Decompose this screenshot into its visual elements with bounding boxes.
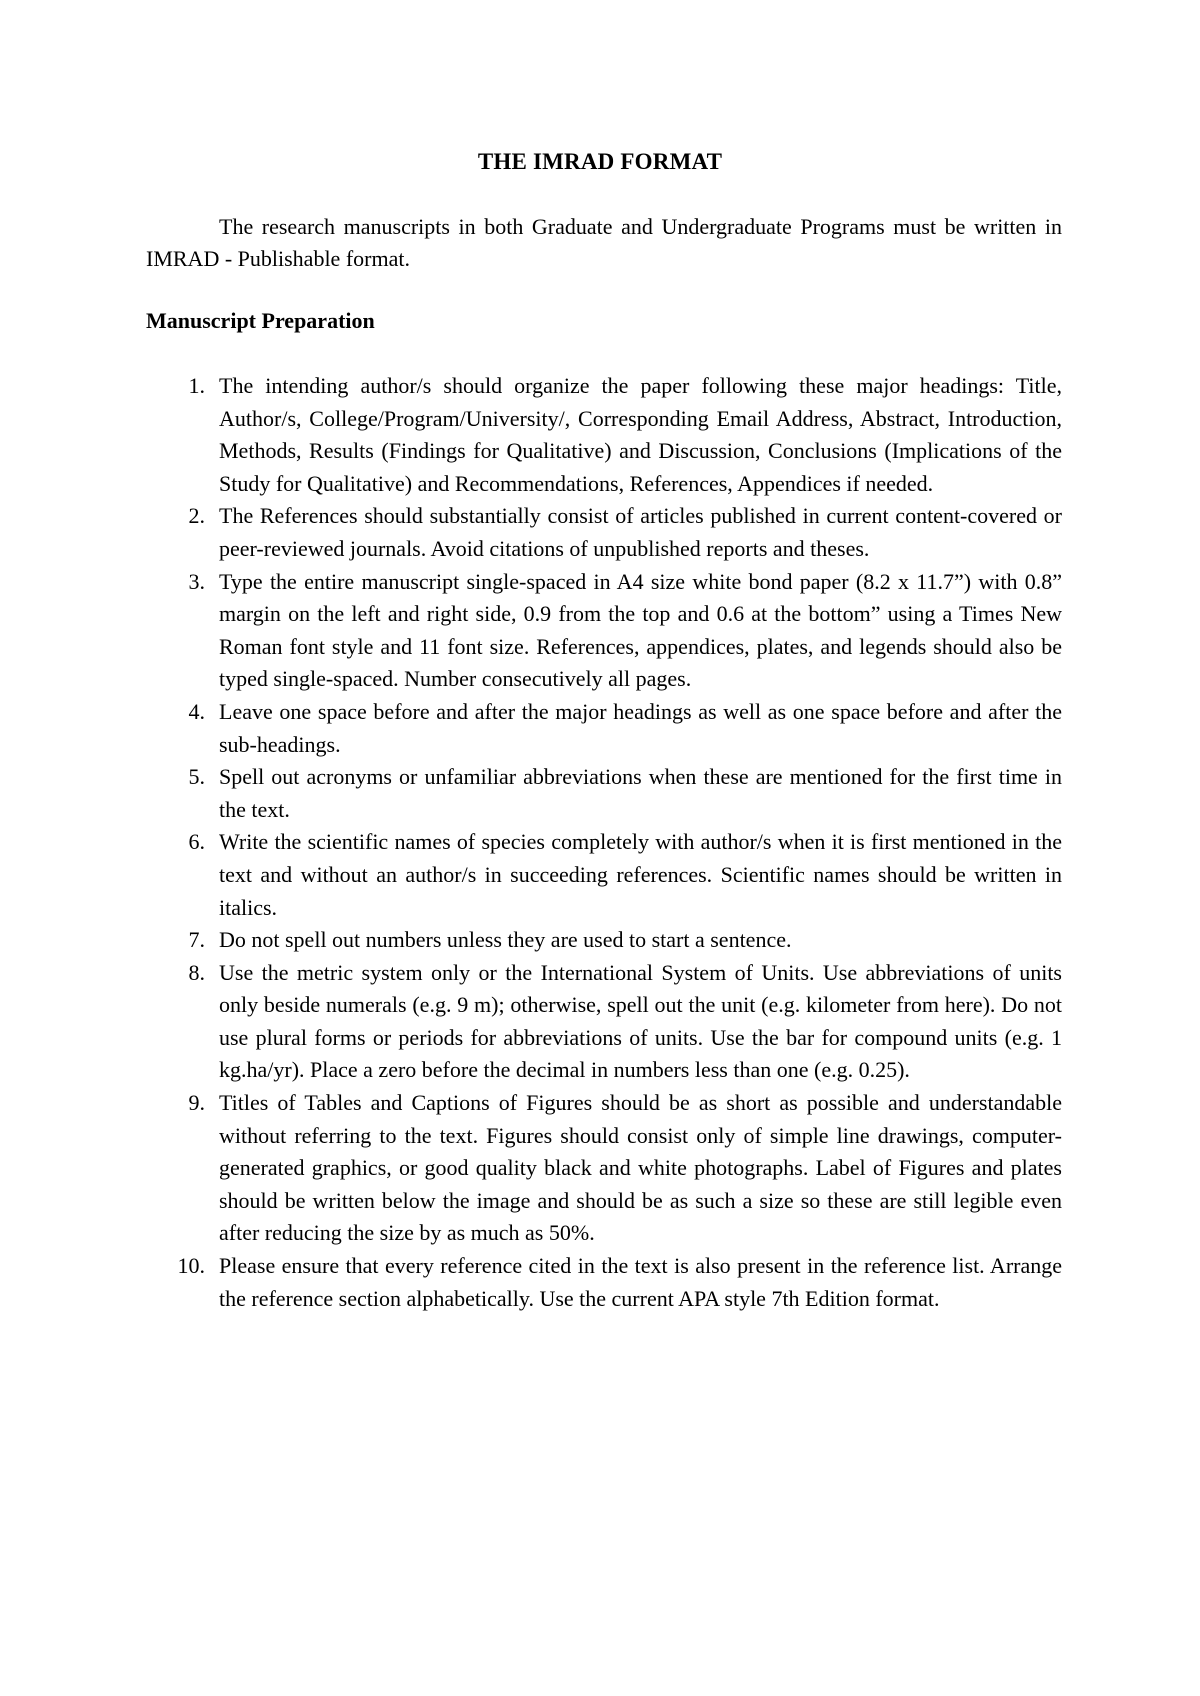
list-item-number: 3. [188, 568, 205, 594]
list-item-number: 10. [177, 1253, 205, 1279]
list-item-text: The References should substantially consist of articles published in current content-covered or peer-reviewed journals. Avoid citations of unpublished reports and theses. [219, 503, 1062, 561]
list-item [146, 924, 1062, 957]
list-item-number: 1. [188, 373, 205, 398]
list-item-text: Do not spell out numbers unless they are used to start a sentence. [219, 927, 792, 953]
list-item-text: Spell out acronyms or unfamiliar abbreviations when these are mentioned for the first time in the text. [219, 764, 1062, 822]
list-item-number: 7. [188, 927, 205, 953]
list-item [146, 696, 1062, 761]
list-item [146, 1250, 1062, 1315]
page-title: THE IMRAD FORMAT [477, 149, 723, 174]
list-item [146, 500, 1062, 565]
list-item [146, 826, 1062, 924]
list-item-text: Use the metric system only or the International System of Units. Use abbreviations of units only beside numerals (e.g. 9 m); otherwise, spell out the unit (e.g. kilometer from here). Do not use plural forms or periods for abbreviations of units. Use the bar for compound units (e.g. 1 kg.ha/yr). Place a zero before the decimal in numbers less than one (e.g. 0.25). [219, 959, 1062, 1083]
list-item-number: 9. [188, 1090, 205, 1116]
list-item-number: 2. [188, 503, 205, 529]
list-item-number: 5. [188, 764, 205, 790]
list-item [146, 1087, 1062, 1250]
list-item-number: 8. [188, 959, 205, 985]
list-item-text: Type the entire manuscript single-spaced in A4 size white bond paper (8.2 x 11.7”) with 0.8” margin on the left and right side, 0.9 from the top and 0.6 at the bottom” using a Times New Roman font style and 11 font size. References, appendices, plates, and legends should also be typed single-spaced. Number consecutively all pages. [219, 568, 1062, 692]
list-item [146, 370, 1062, 500]
list-item [146, 761, 1062, 826]
list-item-text: Titles of Tables and Captions of Figures should be as short as possible and understandable without referring to the text. Figures should consist only of simple line drawings, computer-generated graphics, or good quality black and white photographs. Label of Figures and plates should be written below the image and should be as such a size so these are still legible even after reducing the size by as much as 50%. [219, 1090, 1062, 1246]
list-item [146, 957, 1062, 1087]
guidelines-list [146, 370, 1062, 1315]
list-item-text: Leave one space before and after the major headings as well as one space before and after the sub-headings. [219, 698, 1062, 757]
list-item-text: Write the scientific names of species completely with author/s when it is first mentioned in the text and without an author/s in succeeding references. Scientific names should be written in italics. [219, 829, 1062, 920]
list-item-number: 4. [188, 698, 205, 724]
list-item [146, 566, 1062, 696]
list-item-text: The intending author/s should organize the paper following these major headings: Title, Author/s, College/Program/University/, Corresponding Email Address, Abstract, Introduction, Methods, Results (Findings for Qualitative) and Discussion, Conclusions (Implications of the Study for Qualitative) and Recommendations, References, Appendices if needed. [219, 373, 1062, 496]
intro-paragraph: The research manuscripts in both Graduate and Undergraduate Programs must be written in IMRAD - Publishable format. [146, 214, 1062, 271]
list-item-text: Please ensure that every reference cited in the text is also present in the reference list. Arrange the reference section alphabetically. Use the current APA style 7th Edition format. [219, 1253, 1062, 1311]
list-item-number: 6. [188, 829, 205, 855]
section-heading: Manuscript Preparation [146, 308, 375, 333]
